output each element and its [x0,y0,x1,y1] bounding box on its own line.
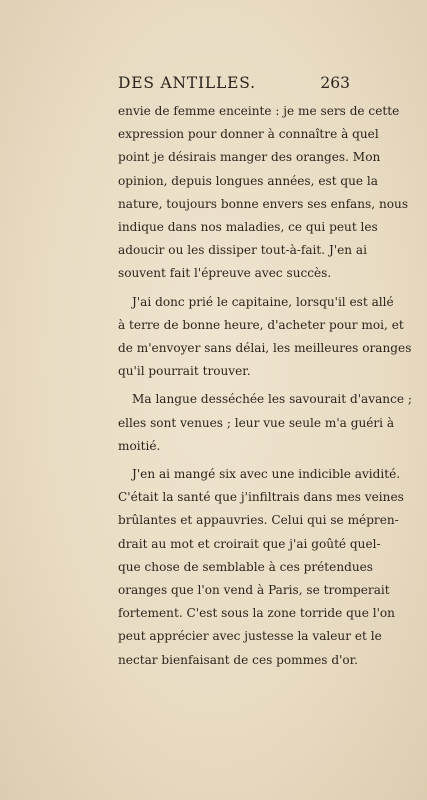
text-line: opinion, depuis longues années, est que la [118,173,379,188]
text-line: oranges que l'on vend à Paris, se tromperait [118,583,390,598]
text-line: nectar bienfaisant de ces pommes d'or. [118,652,358,667]
text-line: elles sont venues ; leur vue seule m'a guéri à [118,415,395,430]
text-line: adoucir ou les dissiper tout-à-fait. J'en ai [118,243,368,258]
text-line: moitié. [118,438,161,453]
page-header [118,74,350,96]
text-line: J'en ai mangé six avec une indicible avidité. [132,467,401,482]
body-text [118,100,412,677]
text-line: peut apprécier avec justesse la valeur et le [118,629,382,644]
text-line: brûlantes et appauvries. Celui qui se mépren- [118,513,399,528]
text-line: Ma langue desséchée les savourait d'avance ; [132,392,412,407]
text-line: nature, toujours bonne envers ses enfans, nous [118,196,409,211]
text-line: fortement. C'est sous la zone torride que l'on [118,606,395,621]
paragraph-2 [118,291,412,384]
text-line: point je désirais manger des oranges. Mon [118,150,381,165]
text-line: expression pour donner à connaître à quel [118,127,379,142]
text-line: drait au mot et croirait que j'ai goûté quel- [118,536,381,551]
text-line: J'ai donc prié le capitaine, lorsqu'il est allé [132,294,394,309]
text-line: de m'envoyer sans délai, les meilleures oranges [118,341,412,356]
text-line: envie de femme enceinte : je me sers de cette [118,104,400,118]
running-head: DES ANTILLES. [118,74,256,92]
text-line: indique dans nos maladies, ce qui peut les [118,220,378,235]
text-line: qu'il pourrait trouver. [118,364,251,379]
paragraph-4 [118,463,404,672]
page-number: 263 [320,74,350,92]
paragraph-1 [118,100,409,286]
paragraph-3 [118,388,412,458]
text-line: souvent fait l'épreuve avec succès. [118,266,332,281]
text-line: C'était la santé que j'infiltrais dans mes veines [118,490,404,505]
text-line: à terre de bonne heure, d'acheter pour moi, et [118,317,404,332]
text-line: que chose de semblable à ces prétendues [118,559,374,574]
